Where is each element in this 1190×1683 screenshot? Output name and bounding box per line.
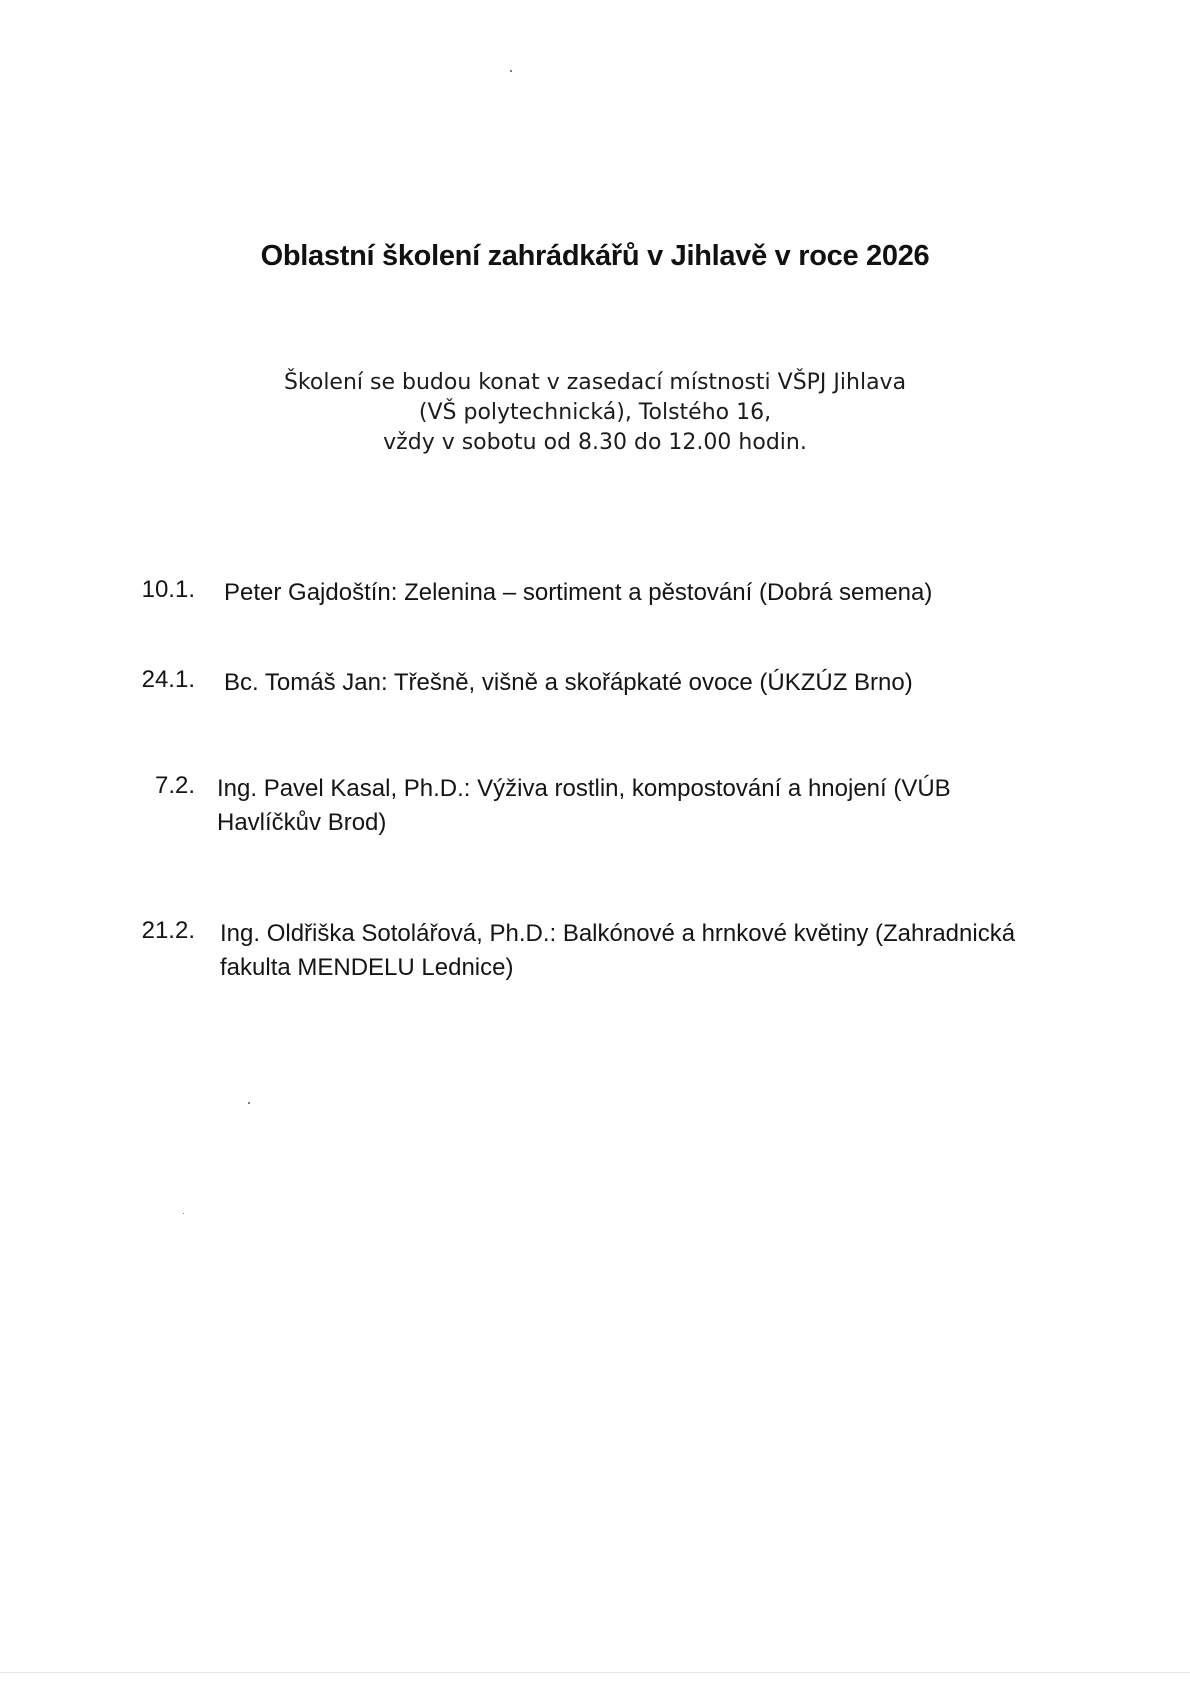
session-description: Bc. Tomáš Jan: Třešně, višně a skořápkaté ovoce (ÚKZÚZ Brno) (224, 669, 913, 696)
venue-line: Školení se budou konat v zasedací místnosti VŠPJ Jihlava (283, 370, 907, 395)
venue-line: (VŠ polytechnická), Tolstého 16, (418, 400, 772, 425)
document-title: Oblastní školení zahrádkářů v Jihlavě v roce 2026 (260, 240, 930, 272)
schedule-line: vždy v sobotu od 8.30 do 12.00 hodin. (383, 430, 807, 455)
session-date: 24.1. (141, 666, 195, 693)
session-date: 7.2. (154, 772, 195, 799)
session-description: Ing. Oldřiška Sotolářová, Ph.D.: Balkónové a hrnkové květiny (Zahradnická fakulta MENDELU Lednice) (220, 920, 1016, 981)
session-date: 21.2. (141, 917, 195, 944)
session-description: Ing. Pavel Kasal, Ph.D.: Výživa rostlin, kompostování a hnojení (VÚB Havlíčkův Brod) (217, 775, 951, 836)
scan-edge (0, 1672, 1190, 1673)
session-date: 10.1. (141, 576, 195, 603)
session-description: Peter Gajdoštín: Zelenina – sortiment a pěstování (Dobrá semena) (224, 579, 933, 606)
